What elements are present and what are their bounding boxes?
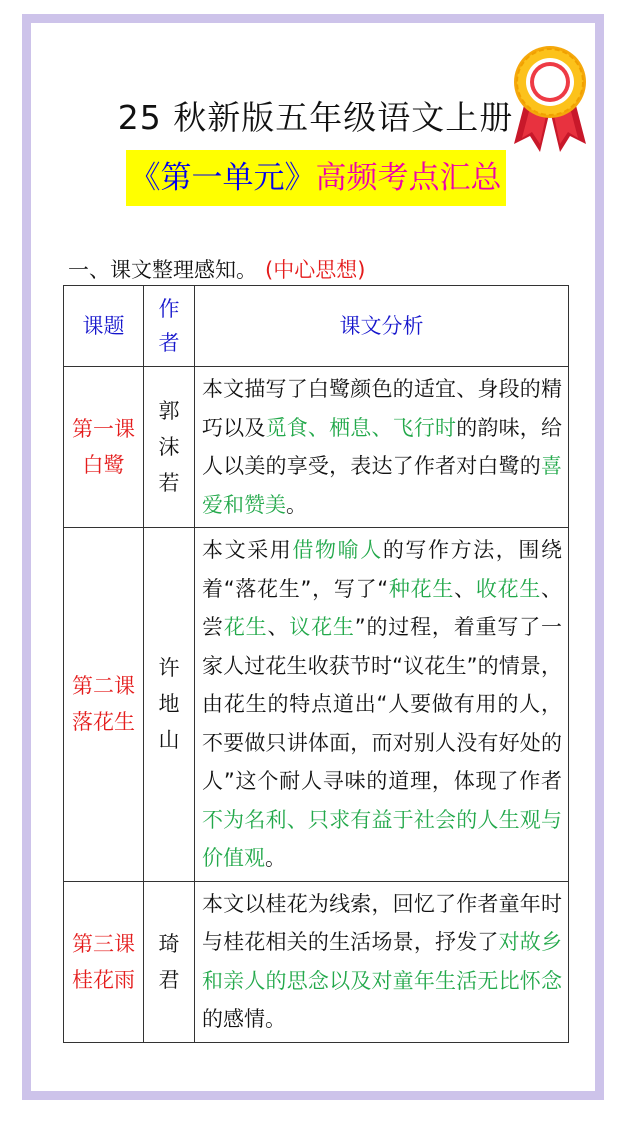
section-heading	[68, 254, 365, 284]
key-phrase: 借物喻人	[292, 538, 383, 562]
lesson-title: 第二课 落花生	[64, 528, 144, 882]
analysis-text: 本文描写了白鹭颜色的适宜、身段的精巧以及	[202, 377, 562, 440]
analysis-text: 本文以桂花为线索，回忆了作者童年时与桂花相关的生活场景，抒发了	[202, 891, 562, 954]
key-phrase: 收花生	[475, 576, 542, 601]
lesson-table	[63, 285, 569, 1043]
key-phrase: 种花生	[388, 576, 455, 601]
analysis-text: 、	[454, 576, 476, 601]
key-phrase: 觅食、栖息、飞行时	[265, 415, 457, 440]
lesson-analysis	[195, 367, 569, 528]
subtitle-banner	[126, 150, 506, 206]
analysis-text: 。	[286, 492, 307, 517]
key-phrase: 喜爱和赞美	[202, 454, 562, 517]
table-row	[64, 881, 569, 1042]
analysis-text: 的韵味，给人以美的享受，表达了作者对白鹭的	[202, 415, 562, 478]
key-phrase: 对故乡和亲人的思念以及对童年生活无比怀念	[202, 930, 562, 993]
key-phrase: 花生	[223, 615, 268, 639]
header-author: 作 者	[144, 286, 195, 367]
analysis-text: 、	[267, 615, 290, 639]
analysis-text: 的感情。	[202, 1007, 286, 1031]
lesson-author: 许 地 山	[144, 528, 195, 882]
key-phrase: 议花生	[289, 615, 355, 639]
header-title: 课题	[64, 286, 144, 367]
subtitle-unit: 《第一单元》	[129, 160, 316, 196]
table-row	[64, 367, 569, 528]
section-heading-text: 一、课文整理感知。	[68, 258, 257, 282]
analysis-text: 本文采用	[202, 538, 293, 562]
header-analysis: 课文分析	[195, 286, 569, 367]
key-phrase: 不为名利、只求有益于社会的人生观与价值观	[202, 807, 562, 870]
analysis-text: 。	[265, 846, 286, 870]
subtitle-topic: 高频考点汇总	[315, 160, 502, 196]
lesson-analysis	[195, 528, 569, 882]
section-note: (中心思想)	[265, 258, 366, 282]
lesson-title: 第一课 白鹭	[64, 367, 144, 528]
lesson-author: 郭 沫 若	[144, 367, 195, 528]
analysis-text: 、尝	[202, 576, 563, 639]
lesson-author: 琦 君	[144, 881, 195, 1042]
table-row	[64, 528, 569, 882]
analysis-text: ”的过程，着重写了一家人过花生收获节时“议花生”的情景，由花生的特点道出“人要做有用的人，不要做只讲体面，而对别人没有好处的人”这个耐人寻味的道理，体现了作者	[202, 615, 563, 793]
table-header-row	[64, 286, 569, 367]
lesson-title: 第三课 桂花雨	[64, 881, 144, 1042]
analysis-text: 的写作方法，围绕着“落花生”，写了“	[202, 538, 563, 601]
page-title: 25 秋新版五年级语文上册	[117, 98, 514, 137]
lesson-analysis	[195, 881, 569, 1042]
